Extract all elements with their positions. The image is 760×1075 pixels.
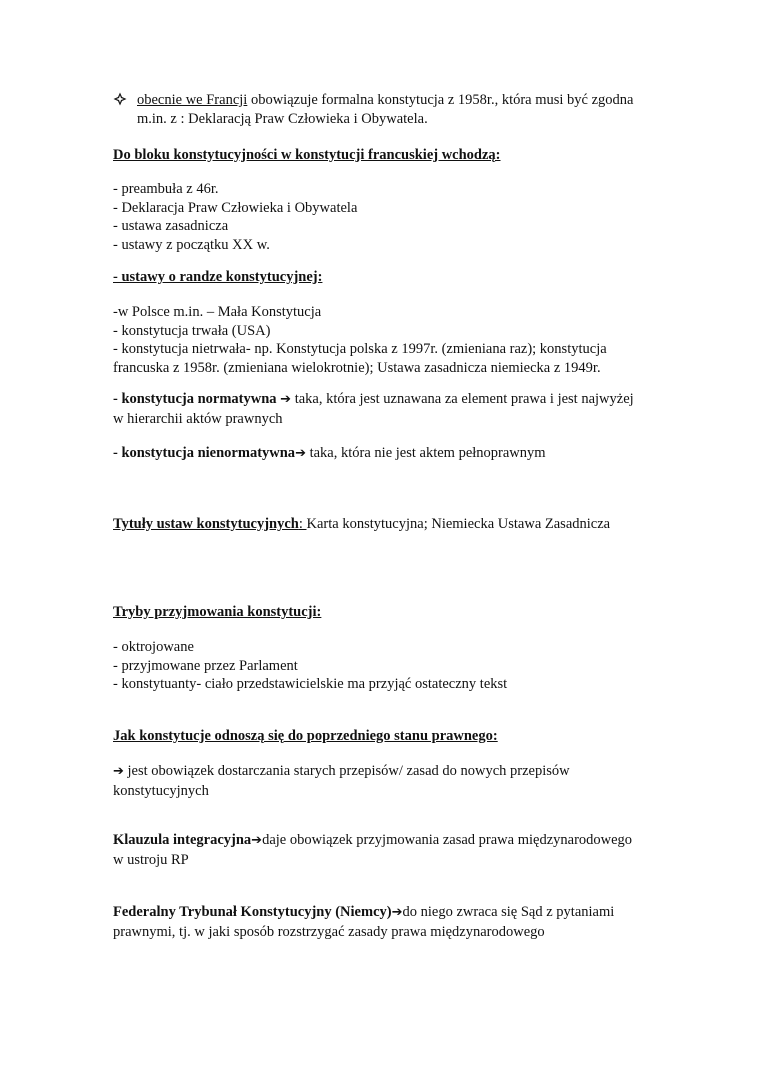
rank-list — [113, 303, 673, 377]
titles-colon: : — [298, 516, 307, 532]
rank-heading-text: - ustawy o randze konstytucyjnej: — [113, 269, 323, 285]
arrow-right-icon: ➔ — [251, 833, 263, 848]
list-item: -w Polsce m.in. – Mała Konstytucja — [113, 304, 322, 320]
clause-line2: w ustroju RP — [113, 851, 189, 868]
modes-heading — [113, 603, 673, 622]
normative-definition — [113, 390, 673, 428]
list-item: - ustawy z początku XX w. — [113, 236, 270, 253]
relation-line2: konstytucyjnych — [113, 782, 209, 799]
relation-line1: jest obowiązek dostarczania starych przepisów/ zasad do nowych przepisów — [123, 763, 570, 779]
nonnormative-term: - konstytucja nienormatywna — [113, 445, 296, 461]
arrow-right-icon: ➔ — [391, 905, 403, 920]
list-item: - preambuła z 46r. — [113, 181, 219, 197]
bloc-list — [113, 180, 673, 254]
clause-term: Klauzula integracyjna — [113, 832, 252, 848]
rank-heading — [113, 268, 673, 287]
tribunal-line1: do niego zwraca się Sąd z pytaniami — [402, 904, 615, 920]
relation-heading — [113, 727, 673, 746]
nonnormative-def: taka, która nie jest aktem pełnoprawnym — [305, 445, 546, 461]
list-item: - konstytucja trwała (USA) — [113, 322, 271, 339]
bloc-heading-text: Do bloku konstytucyjności w konstytucji francuskiej wchodzą: — [113, 147, 501, 163]
arrow-right-icon: ➔ — [280, 392, 292, 407]
normative-def-line2: w hierarchii aktów prawnych — [113, 410, 283, 427]
list-item: - przyjmowane przez Parlament — [113, 657, 298, 674]
relation-heading-text: Jak konstytucje odnoszą się do poprzedniego stanu prawnego: — [113, 728, 498, 744]
titles-heading: Tytuły ustaw konstytucyjnych — [113, 516, 299, 532]
list-item: - ustawa zasadnicza — [113, 218, 229, 234]
intro-line2: m.in. z : Deklaracją Praw Człowieka i Obywatela. — [137, 110, 428, 127]
modes-list — [113, 638, 673, 694]
arrow-right-icon: ➔ — [113, 764, 124, 779]
clause-paragraph — [113, 831, 673, 869]
tribunal-term: Federalny Trybunał Konstytucyjny (Niemcy) — [113, 904, 392, 920]
relation-paragraph — [113, 762, 673, 800]
bloc-heading — [113, 146, 673, 165]
tribunal-line2: prawnymi, tj. w jaki sposób rozstrzygać zasady prawa międzynarodowego — [113, 923, 545, 940]
titles-paragraph — [113, 515, 673, 534]
titles-text: Karta konstytucyjna; Niemiecka Ustawa Zasadnicza — [306, 516, 611, 532]
normative-term: - konstytucja normatywna — [113, 391, 281, 407]
intro-rest: obowiązuje formalna konstytucja z 1958r., która musi być zgodna — [247, 92, 634, 108]
list-item: - konstytuanty- ciało przedstawicielskie ma przyjąć ostateczny tekst — [113, 676, 508, 692]
modes-heading-text: Tryby przyjmowania konstytucji: — [113, 604, 322, 620]
list-item: - Deklaracja Praw Człowieka i Obywatela — [113, 199, 358, 216]
list-item: - konstytucja nietrwała- np. Konstytucja polska z 1997r. (zmieniana raz); konstytucja — [113, 341, 607, 357]
nonnormative-definition — [113, 444, 673, 464]
intro-paragraph — [113, 91, 697, 128]
clause-line1: daje obowiązek przyjmowania zasad prawa międzynarodowego — [262, 832, 633, 848]
arrow-right-icon: ➔ — [295, 446, 306, 461]
list-item: francuska z 1958r. (zmieniana wielokrotnie); Ustawa zasadnicza niemiecka z 1949r. — [113, 359, 601, 376]
intro-underlined: obecnie we Francji — [137, 92, 248, 108]
list-item: - oktrojowane — [113, 639, 194, 655]
tribunal-paragraph — [113, 903, 673, 941]
normative-def: taka, która jest uznawana za element prawa i jest najwyżej — [291, 391, 634, 407]
